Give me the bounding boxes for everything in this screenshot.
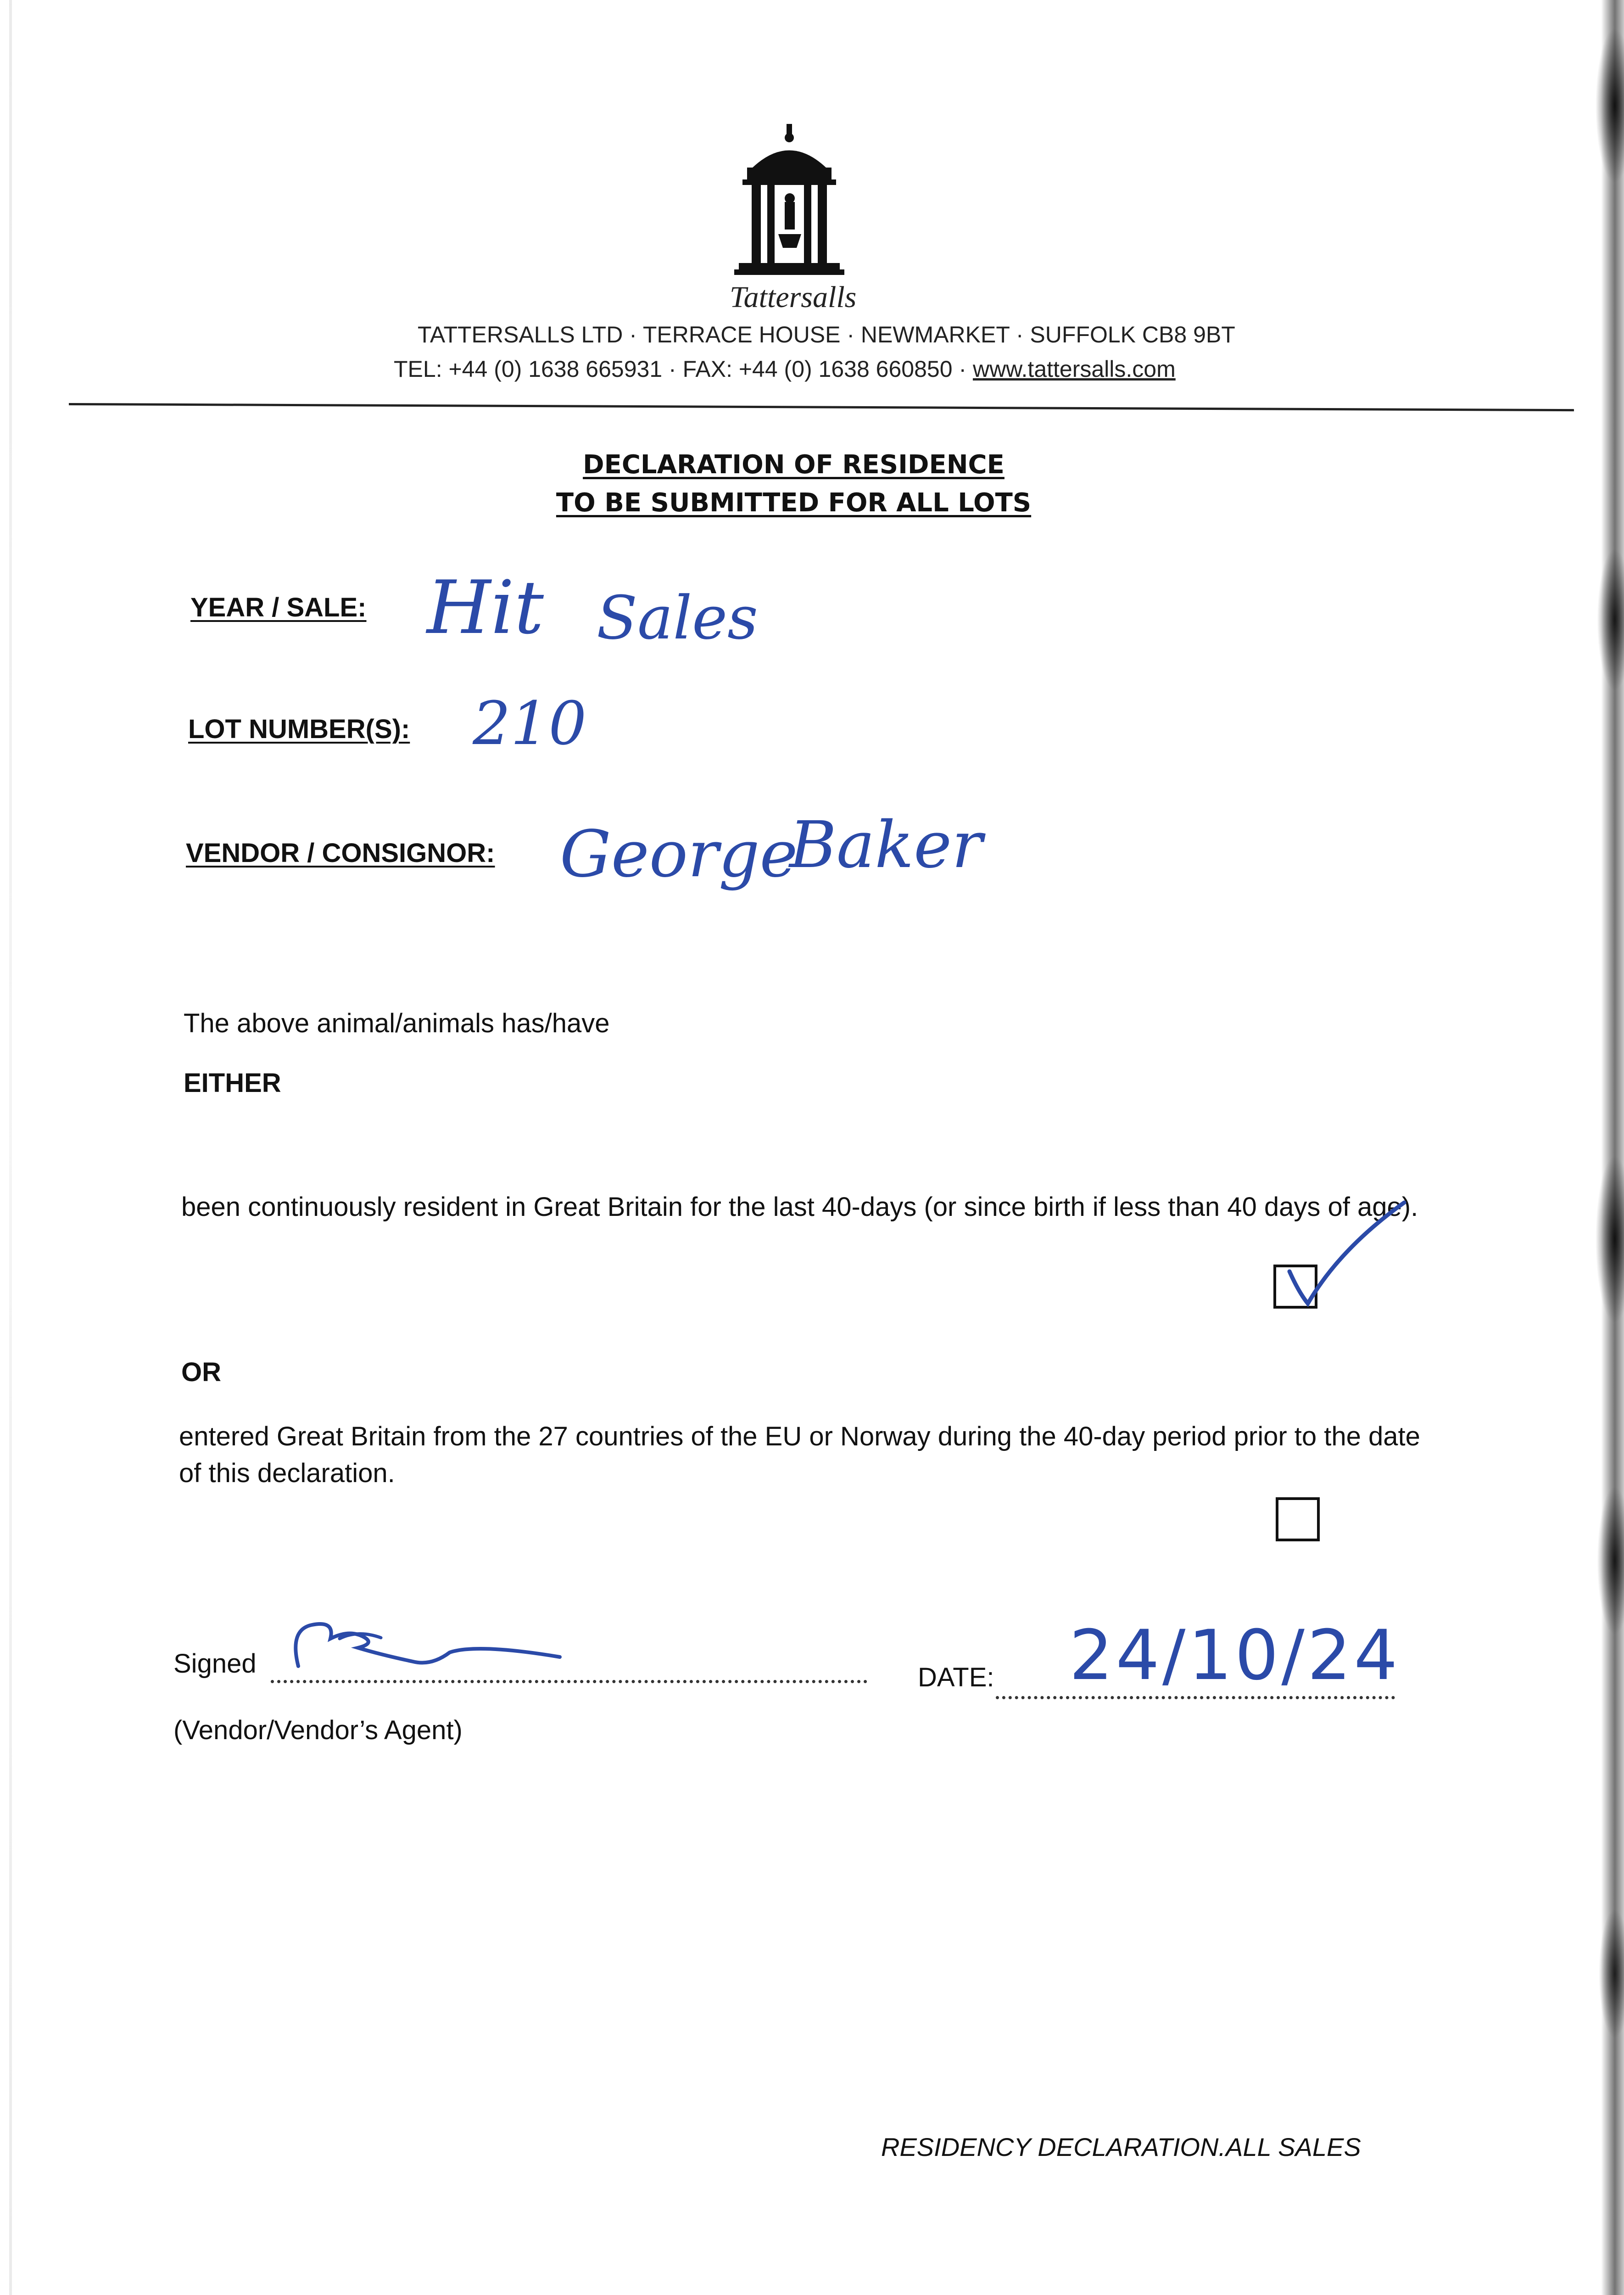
lot-number-value: 210 (473, 688, 587, 758)
signer-role: (Vendor/Vendor’s Agent) (173, 1715, 463, 1745)
lot-number-label: LOT NUMBER(S): (188, 714, 410, 744)
header-rule (69, 403, 1574, 411)
signed-label: Signed (173, 1649, 257, 1679)
option-2-checkbox[interactable] (1276, 1497, 1320, 1541)
website-link[interactable]: www.tattersalls.com (972, 356, 1176, 382)
either-label: EITHER (184, 1068, 281, 1098)
vendor-value-1: George (560, 817, 798, 892)
form-title: DECLARATION OF RESIDENCE (583, 450, 1005, 480)
title-block (0, 450, 1624, 518)
option-1-checkmark-icon (1280, 1193, 1418, 1313)
date-value: 24/10/24 (1069, 1616, 1401, 1696)
company-contact (394, 356, 1176, 382)
declaration-intro: The above animal/animals has/have (184, 1008, 610, 1038)
footer-reference: RESIDENCY DECLARATION.ALL SALES (881, 2133, 1361, 2161)
vendor-value-2: Baker (789, 808, 982, 883)
signature-mark (285, 1611, 569, 1685)
contact-phone-fax: TEL: +44 (0) 1638 665931 · FAX: +44 (0) 1638 660850 · (394, 356, 973, 382)
brand-name: Tattersalls (730, 280, 857, 314)
date-line (996, 1696, 1395, 1699)
company-address: TATTERSALLS LTD · TERRACE HOUSE · NEWMARKET · SUFFOLK CB8 9BT (418, 322, 1235, 347)
form-subtitle: TO BE SUBMITTED FOR ALL LOTS (556, 488, 1032, 518)
vendor-consignor-label: VENDOR / CONSIGNOR: (186, 838, 495, 868)
year-sale-value-2: Sales (597, 583, 758, 653)
scan-right-edge (1546, 0, 1624, 2295)
option-2-text: entered Great Britain from the 27 countries of the EU or Norway during the 40-day period prior to the date of this declaration. (179, 1422, 1420, 1488)
option-1-text: been continuously resident in Great Britain for the last 40-days (or since birth if less than 40 days of age). (181, 1192, 1418, 1222)
date-label: DATE: (918, 1662, 994, 1692)
or-label: OR (181, 1357, 221, 1387)
year-sale-label: YEAR / SALE: (190, 593, 367, 622)
year-sale-value-1: Hit (427, 565, 544, 650)
scan-left-edge (9, 0, 12, 2295)
tattersalls-logo-icon (734, 124, 844, 280)
